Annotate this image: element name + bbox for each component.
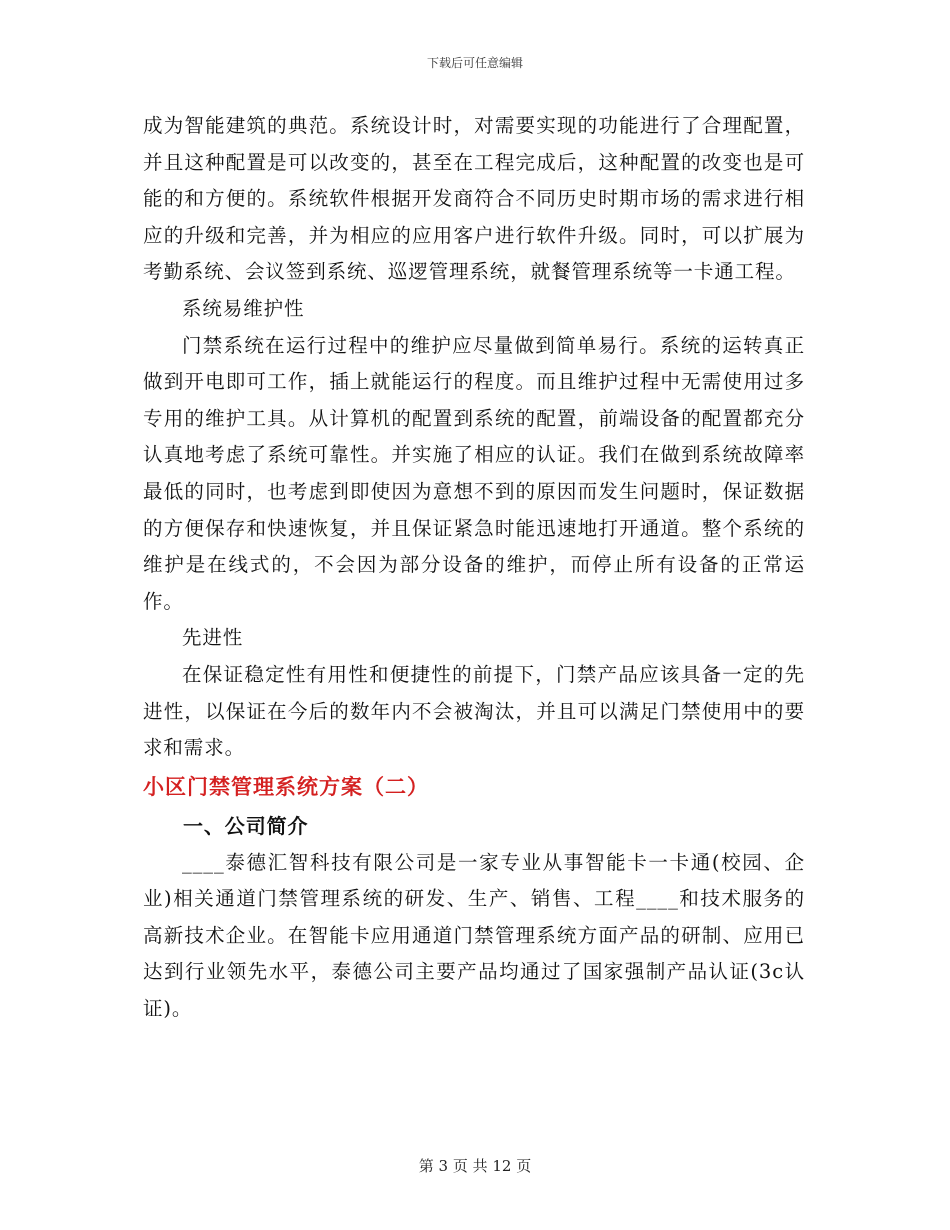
- paragraph-intro: 成为智能建筑的典范。系统设计时，对需要实现的功能进行了合理配置，并且这种配置是可以改变的，甚至在工程完成后，这种配置的改变也是可能的和方便的。系统软件根据开发商符合不同历史时期市场的需求进行相应的升级和完善，并为相应的应用客户进行软件升级。同时，可以扩展为考勤系统、会议签到系统、巡逻管理系统，就餐管理系统等一卡通工程。: [143, 114, 805, 284]
- page-footer: 第 3 页 共 12 页: [418, 1157, 532, 1175]
- subheading-maintainability: 系统易维护性: [182, 296, 305, 320]
- page-header: 下载后可任意编辑: [426, 56, 523, 70]
- paragraph-advancement: 在保证稳定性有用性和便捷性的前提下，门禁产品应该具备一定的先进性，以保证在今后的数年内不会被淘汰，并且可以满足门禁使用中的要求和需求。: [143, 662, 805, 760]
- subheading-advancement: 先进性: [182, 626, 244, 650]
- document-body: [143, 108, 805, 1028]
- paragraph-maintainability: 门禁系统在运行过程中的维护应尽量做到简单易行。系统的运转真正做到开电即可工作，插上就能运行的程度。而且维护过程中无需使用过多专用的维护工具。从计算机的配置到系统的配置，前端设备的配置都充分认真地考虑了系统可靠性。并实施了相应的认证。我们在做到系统故障率最低的同时，也考虑到即使因为意想不到的原因而发生问题时，保证数据的方便保存和快速恢复，并且保证紧急时能迅速地打开通道。整个系统的维护是在线式的，不会因为部分设备的维护，而停止所有设备的正常运作。: [143, 333, 805, 613]
- section-heading-company: 一、公司简介: [183, 813, 309, 838]
- paragraph-company: ____泰德汇智科技有限公司是一家专业从事智能卡一卡通(校园、企业)相关通道门禁管理系统的研发、生产、销售、工程____和技术服务的高新技术企业。在智能卡应用通道门禁管理系统方面产品的研制、应用已达到行业领先水平，泰德公司主要产品均通过了国家强制产品认证(3c认证)。: [143, 850, 805, 1021]
- document-title: 小区门禁管理系统方案（二）: [143, 774, 429, 799]
